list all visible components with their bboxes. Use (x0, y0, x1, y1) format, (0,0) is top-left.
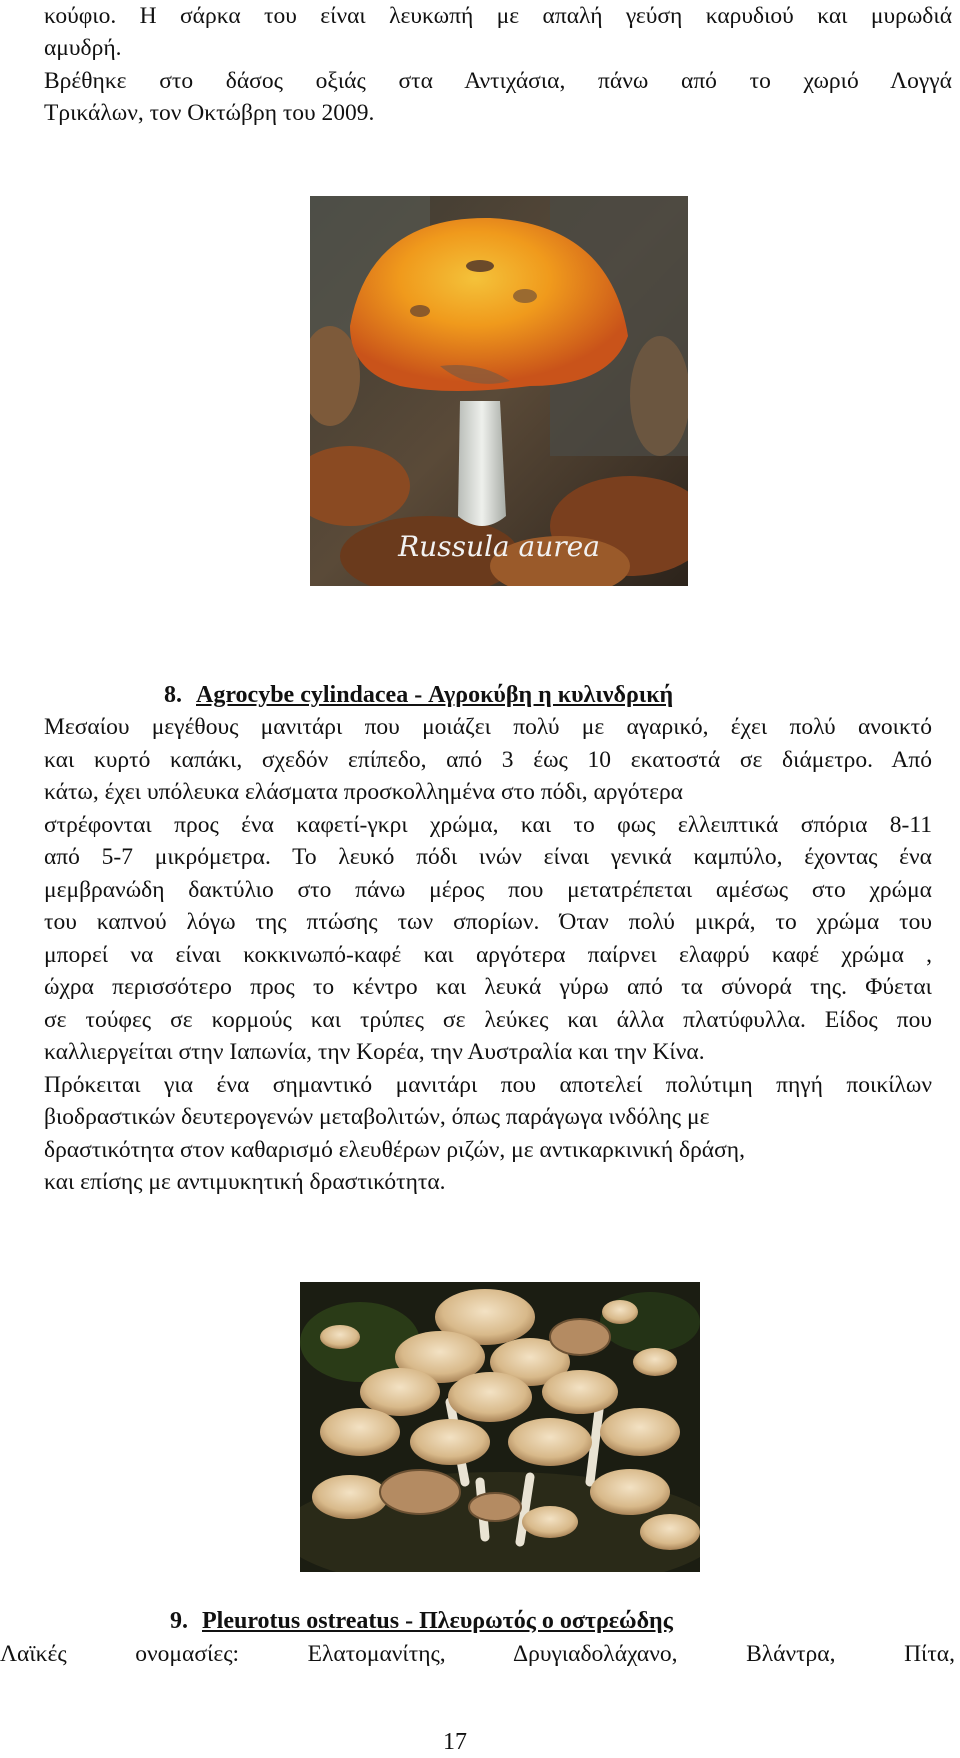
paragraph-line: κάτω, έχει υπόλευκα ελάσματα προσκολλημένα στο πόδι, αργότερα (44, 779, 683, 805)
paragraph-line: από 5-7 μικρόμετρα. Το λευκό πόδι ινών είναι γενικά καμπύλο, έχοντας ένα (44, 844, 932, 870)
paragraph-line: του καπνού λόγω της πτώσης των σπορίων. Όταν πολύ μικρά, το χρώμα του (44, 909, 932, 935)
paragraph-line: Μεσαίου μεγέθους μανιτάρι που μοιάζει πολύ με αγαρικό, έχει πολύ ανοικτό (44, 714, 932, 740)
page-number: 17 (443, 1729, 467, 1755)
paragraph-line: σε τούφες σε κορμούς και τρύπες σε λεύκες και άλλα πλατύφυλλα. Είδος που (44, 1007, 932, 1033)
agrocybe-cylindracea-photo (300, 1282, 700, 1572)
paragraph-line: μπορεί να είναι κοκκινωπό-καφέ και αργότερα παίρνει ελαφρύ καφέ χρώμα , (44, 942, 932, 968)
paragraph-line: κούφιο. Η σάρκα του είναι λευκωπή με απαλή γεύση καρυδιού και μυρωδιά (44, 3, 952, 29)
section-number: 9. (170, 1608, 188, 1634)
paragraph-line: Λαϊκές ονομασίες: Ελατομανίτης, Δρυγιαδολάχανο, Βλάντρα, Πίτα, (0, 1641, 955, 1667)
section-title: Agrocybe cylindacea - Αγροκύβη η κυλινδρική (196, 682, 674, 708)
russula-aurea-photo (310, 196, 688, 586)
mushroom-illustration (310, 196, 688, 586)
section-heading (164, 681, 673, 709)
section-title: Pleurotus ostreatus - Πλευρωτός ο οστρεώδης (202, 1608, 673, 1634)
paragraph-line: και κυρτό καπάκι, σχεδόν επίπεδο, από 3 έως 10 εκατοστά σε διάμετρο. Από (44, 747, 932, 773)
paragraph-line: βιοδραστικών δευτερογενών μεταβολιτών, όπως παράγωγα ινδόλης με (44, 1104, 710, 1130)
paragraph-line: Πρόκειται για ένα σημαντικό μανιτάρι που αποτελεί πολύτιμη πηγή ποικίλων (44, 1072, 932, 1098)
section-heading (170, 1607, 673, 1635)
paragraph-line: Βρέθηκε στο δάσος οξιάς στα Αντιχάσια, πάνω από το χωριό Λογγά (44, 68, 952, 94)
paragraph-line: καλλιεργείται στην Ιαπωνία, την Κορέα, την Αυστραλία και την Κίνα. (44, 1039, 705, 1065)
paragraph-line: μεμβρανώδη δακτύλιο στο πάνω μέρος που μετατρέπεται αμέσως στο χρώμα (44, 877, 932, 903)
paragraph-line: Τρικάλων, τον Οκτώβρη του 2009. (44, 100, 375, 126)
paragraph-line: αμυδρή. (44, 35, 122, 61)
paragraph-line: στρέφονται προς ένα καφετί-γκρι χρώμα, και το φως ελλειπτικά σπόρια 8-11 (44, 812, 932, 838)
paragraph-line: και επίσης με αντιμυκητική δραστικότητα. (44, 1169, 446, 1195)
section-number: 8. (164, 682, 182, 708)
paragraph-line: ώχρα περισσότερο προς το κέντρο και λευκά γύρω από τα σύνορά της. Φύεται (44, 974, 932, 1000)
photo-caption: Russula aurea (398, 530, 600, 563)
mushroom-cluster-illustration (300, 1282, 700, 1572)
paragraph-line: δραστικότητα στον καθαρισμό ελευθέρων ριζών, με αντικαρκινική δράση, (44, 1137, 745, 1163)
